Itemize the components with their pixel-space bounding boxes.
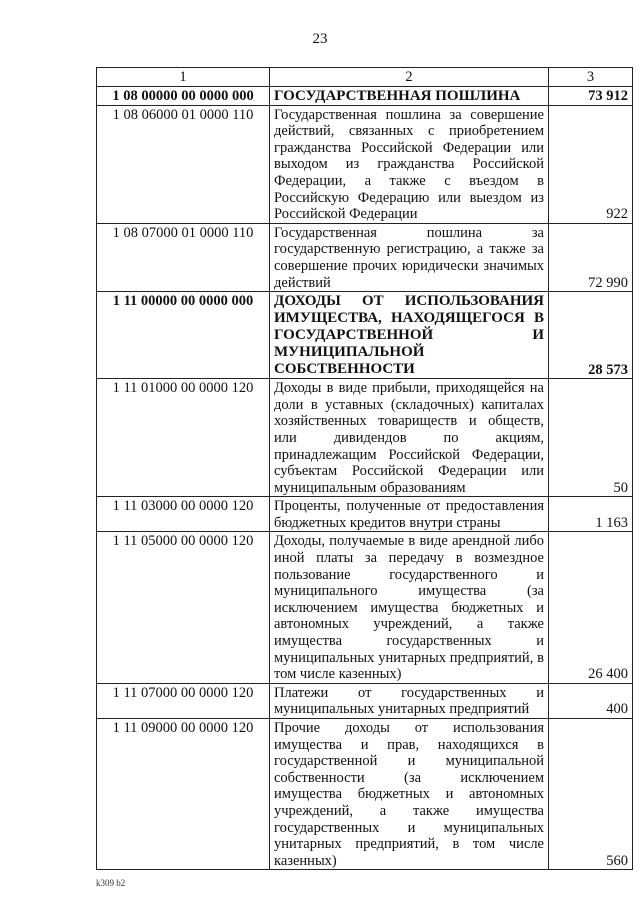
row-code: 1 11 05000 00 0000 120 — [97, 532, 270, 683]
revenue-table — [96, 67, 633, 870]
row-amount: 560 — [549, 719, 633, 870]
row-code: 1 08 00000 00 0000 000 — [97, 86, 270, 105]
page-number: 23 — [312, 31, 328, 47]
row-code: 1 11 01000 00 0000 120 — [97, 379, 270, 497]
row-description: Доходы, получаемые в виде арендной либо иной платы за передачу в возмездное пользование государственного и муниципального имущества (за исключением имущества бюджетных и автономных учреждений, а также имущества государственных и муниципальных унитарных предприятий, в том числе казенных) — [270, 532, 549, 683]
row-amount: 72 990 — [549, 223, 633, 291]
table-row — [97, 292, 633, 379]
table-row — [97, 497, 633, 532]
row-description: ГОСУДАРСТВЕННАЯ ПОШЛИНА — [270, 86, 549, 105]
row-code: 1 11 09000 00 0000 120 — [97, 719, 270, 870]
row-amount: 400 — [549, 683, 633, 718]
column-header-amount: 3 — [549, 68, 633, 87]
row-amount: 73 912 — [549, 86, 633, 105]
row-description: Платежи от государственных и муниципальных унитарных предприятий — [270, 683, 549, 718]
row-amount: 50 — [549, 379, 633, 497]
table-row — [97, 683, 633, 718]
table-row — [97, 719, 633, 870]
table-row — [97, 105, 633, 223]
row-description: Доходы в виде прибыли, приходящейся на доли в уставных (складочных) капиталах хозяйственных товариществ и обществ, или дивидендов по акциям, принадлежащим Российской Федерации, субъектам Российской Федерации или муниципальным образованиям — [270, 379, 549, 497]
row-description: Проценты, полученные от предоставления бюджетных кредитов внутри страны — [270, 497, 549, 532]
row-code: 1 08 07000 01 0000 110 — [97, 223, 270, 291]
row-description: ДОХОДЫ ОТ ИСПОЛЬЗОВАНИЯ ИМУЩЕСТВА, НАХОДЯЩЕГОСЯ В ГОСУДАРСТВЕННОЙ И МУНИЦИПАЛЬНОЙ СОБСТВЕННОСТИ — [270, 292, 549, 379]
row-amount: 922 — [549, 105, 633, 223]
row-description: Государственная пошлина за совершение действий, связанных с приобретением гражданства Российской Федерации или выходом из гражданства Российской Федерации, а также с въездом в Российскую Федерацию или выездом из Российской Федерации — [270, 105, 549, 223]
row-code: 1 08 06000 01 0000 110 — [97, 105, 270, 223]
column-header-code: 1 — [97, 68, 270, 87]
table-row — [97, 223, 633, 291]
row-code: 1 11 00000 00 0000 000 — [97, 292, 270, 379]
row-description: Государственная пошлина за государственную регистрацию, а также за совершение прочих юридически значимых действий — [270, 223, 549, 291]
table-row — [97, 86, 633, 105]
table-row — [97, 532, 633, 683]
row-amount: 28 573 — [549, 292, 633, 379]
table-row — [97, 379, 633, 497]
row-amount: 26 400 — [549, 532, 633, 683]
footer-code: k309 b2 — [96, 878, 126, 888]
row-amount: 1 163 — [549, 497, 633, 532]
row-code: 1 11 03000 00 0000 120 — [97, 497, 270, 532]
column-header-description: 2 — [270, 68, 549, 87]
row-description: Прочие доходы от использования имущества и прав, находящихся в государственной и муниципальной собственности (за исключением имущества бюджетных и автономных учреждений, а также имущества государственных и муниципальных унитарных предприятий, в том числе казенных) — [270, 719, 549, 870]
row-code: 1 11 07000 00 0000 120 — [97, 683, 270, 718]
table-header-row — [97, 68, 633, 87]
